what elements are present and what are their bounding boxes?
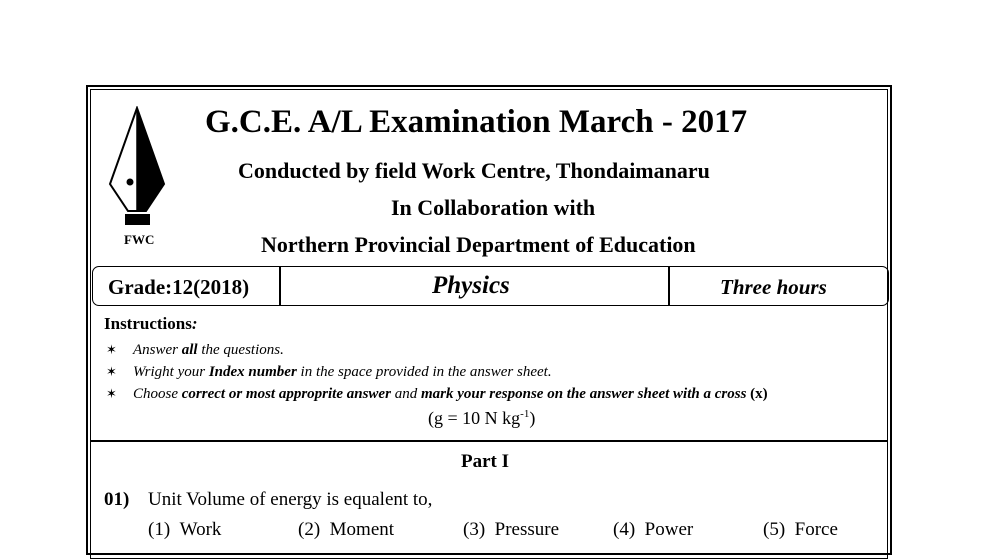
grade-label: Grade:12(2018) bbox=[108, 275, 250, 299]
logo-label: FWC bbox=[124, 232, 155, 247]
section-divider bbox=[90, 440, 888, 442]
info-divider bbox=[279, 266, 281, 306]
star-bullet-icon: ✶ bbox=[106, 387, 117, 402]
answer-option: (3) Pressure bbox=[463, 519, 560, 540]
duration-label: Three hours bbox=[720, 275, 827, 299]
question-text: Unit Volume of energy is equalent to, bbox=[148, 489, 433, 510]
pen-nib-icon bbox=[106, 106, 168, 231]
answer-option: (4) Power bbox=[613, 519, 694, 540]
instruction-item: Answer all the questions. bbox=[133, 342, 284, 358]
part-heading: Part I bbox=[461, 451, 510, 472]
instruction-item: Choose correct or most approprite answer and mark your response on the answer sheet with a cross (x) bbox=[133, 386, 768, 402]
gravity-constant: (g = 10 N $kg^{-1}$) bbox=[428, 408, 536, 428]
department-line: Northern Provincial Department of Education bbox=[261, 232, 696, 257]
instruction-item: Wright your Index number in the space provided in the answer sheet. bbox=[133, 364, 552, 380]
instructions-heading: Instructions: bbox=[104, 314, 198, 333]
star-bullet-icon: ✶ bbox=[106, 365, 117, 380]
exam-title: G.C.E. A/L Examination March - 2017 bbox=[205, 104, 748, 140]
star-bullet-icon: ✶ bbox=[106, 343, 117, 358]
info-divider bbox=[668, 266, 670, 306]
answer-option: (5) Force bbox=[763, 519, 838, 540]
answer-option: (1) Work bbox=[148, 519, 222, 540]
question-number: 01) bbox=[104, 489, 130, 510]
conducted-by: Conducted by field Work Centre, Thondaimanaru bbox=[238, 158, 710, 183]
collaboration-line: In Collaboration with bbox=[391, 195, 596, 220]
answer-option: (2) Moment bbox=[298, 519, 395, 540]
subject-label: Physics bbox=[432, 272, 510, 299]
